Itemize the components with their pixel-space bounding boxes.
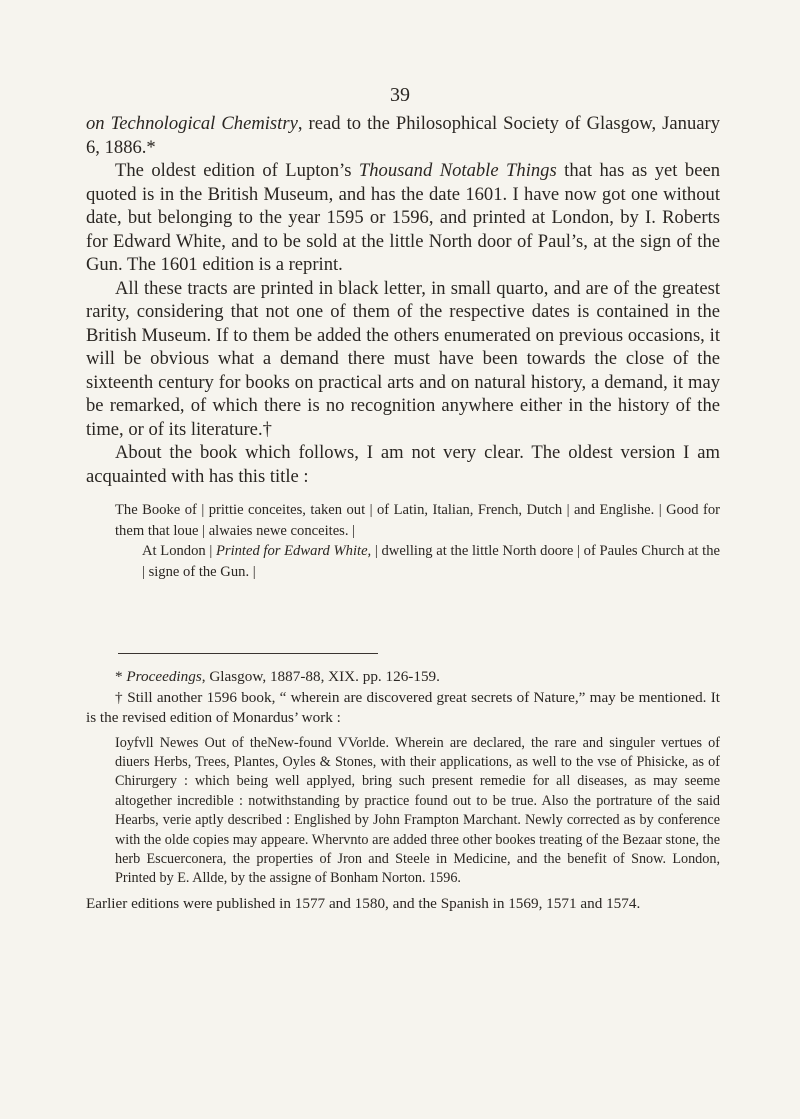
footnote-mark: * (115, 668, 127, 685)
page-number: 39 (390, 84, 410, 106)
paragraph-2-text-a: The oldest edition of Lupton’s (115, 160, 359, 181)
paragraph-4: About the book which follows, I am not very clear. The oldest version I am acquainted with has this title : (86, 442, 720, 487)
footnote-1 (86, 667, 720, 688)
title-quote-c: | dwelling at the little North doore | of Paules Church at the | signe of the Gun. | (142, 543, 720, 580)
footnotes (86, 667, 720, 914)
title-quote-printer: Printed for Edward White, (215, 543, 372, 559)
paragraph-2 (86, 159, 720, 277)
footnote-1-title: Proceedings (126, 668, 202, 685)
paragraph-1 (86, 112, 720, 159)
paragraph-3: All these tracts are printed in black letter, in small quarto, and are of the greatest rarity, considering that not one of them of the respective dates is contained in the British Museum. If to them be added the others enumerated on previous occasions, it will be obvious what a demand there must have been towards the close of the sixteenth century for books on practical arts and on natural history, a demand, it may be remarked, of which there is no recognition anywhere either in the history of the time, or of its literature.† (86, 277, 720, 440)
paragraph-1-text: , read to the Philosophical Society of Glasgow, January 6, 1886.* (86, 113, 720, 158)
main-text (86, 112, 720, 582)
title-quote-line-a: The Booke of | prittie conceites, taken out | of Latin, Italian, French, Dutch | and Englishe. | Good for them that loue | alwaies newe conceites. | (115, 502, 720, 539)
footnote-1-text: , Glasgow, 1887-88, XIX. pp. 126-159. (201, 668, 440, 685)
footnote-2: † Still another 1596 book, “ wherein are discovered great secrets of Nature,” may be mentioned. It is the revised edition of Monardus’ work : (86, 688, 720, 726)
footnote-2-quote: Ioyfvll Newes Out of theNew-found VVorlde. Wherein are declared, the rare and singuler vertues of diuers Herbs, Trees, Plantes, Oyles & Stones, with their applications, as well to the vse of Phisicke, as of Chirurgery : which being well applyed, bring such present remedie for all diseases, as may seeme altogether incredible : notwithstanding by practice found out to be true. Also the portrature of the said Hearbs, verie aptly described : Englished by John Frampton Marchant. Newly corrected as by conference with the olde copies may appeare. Whervnto are added three other bookes treating of the Bezaar stone, the herb Escuerconera, the properties of Jron and Steele in Medicine, and the benefit of Snow. London, Printed by E. Allde, by the assigne of Bonham Norton. 1596. (115, 734, 720, 887)
book-title-quote (86, 500, 720, 582)
footnote-2-end: Earlier editions were published in 1577 and 1580, and the Spanish in 1569, 1571 and 1574. (86, 894, 641, 912)
footnote-divider (118, 653, 378, 654)
title-quote-imprint (115, 541, 720, 582)
paragraph-2-text-b: that has as yet been quoted is in the British Museum, and has the date 1601. I have now got one without date, but belonging to the year 1595 or 1596, and printed at London, by I. Roberts for Edward White, and to be sold at the little North door of Paul’s, at the sign of the Gun. The 1601 edition is a reprint. (86, 160, 720, 275)
book-title: Thousand Notable Things (358, 160, 557, 181)
book-title: on Technological Chemistry (86, 113, 298, 134)
title-quote-b: At London | (142, 543, 216, 559)
